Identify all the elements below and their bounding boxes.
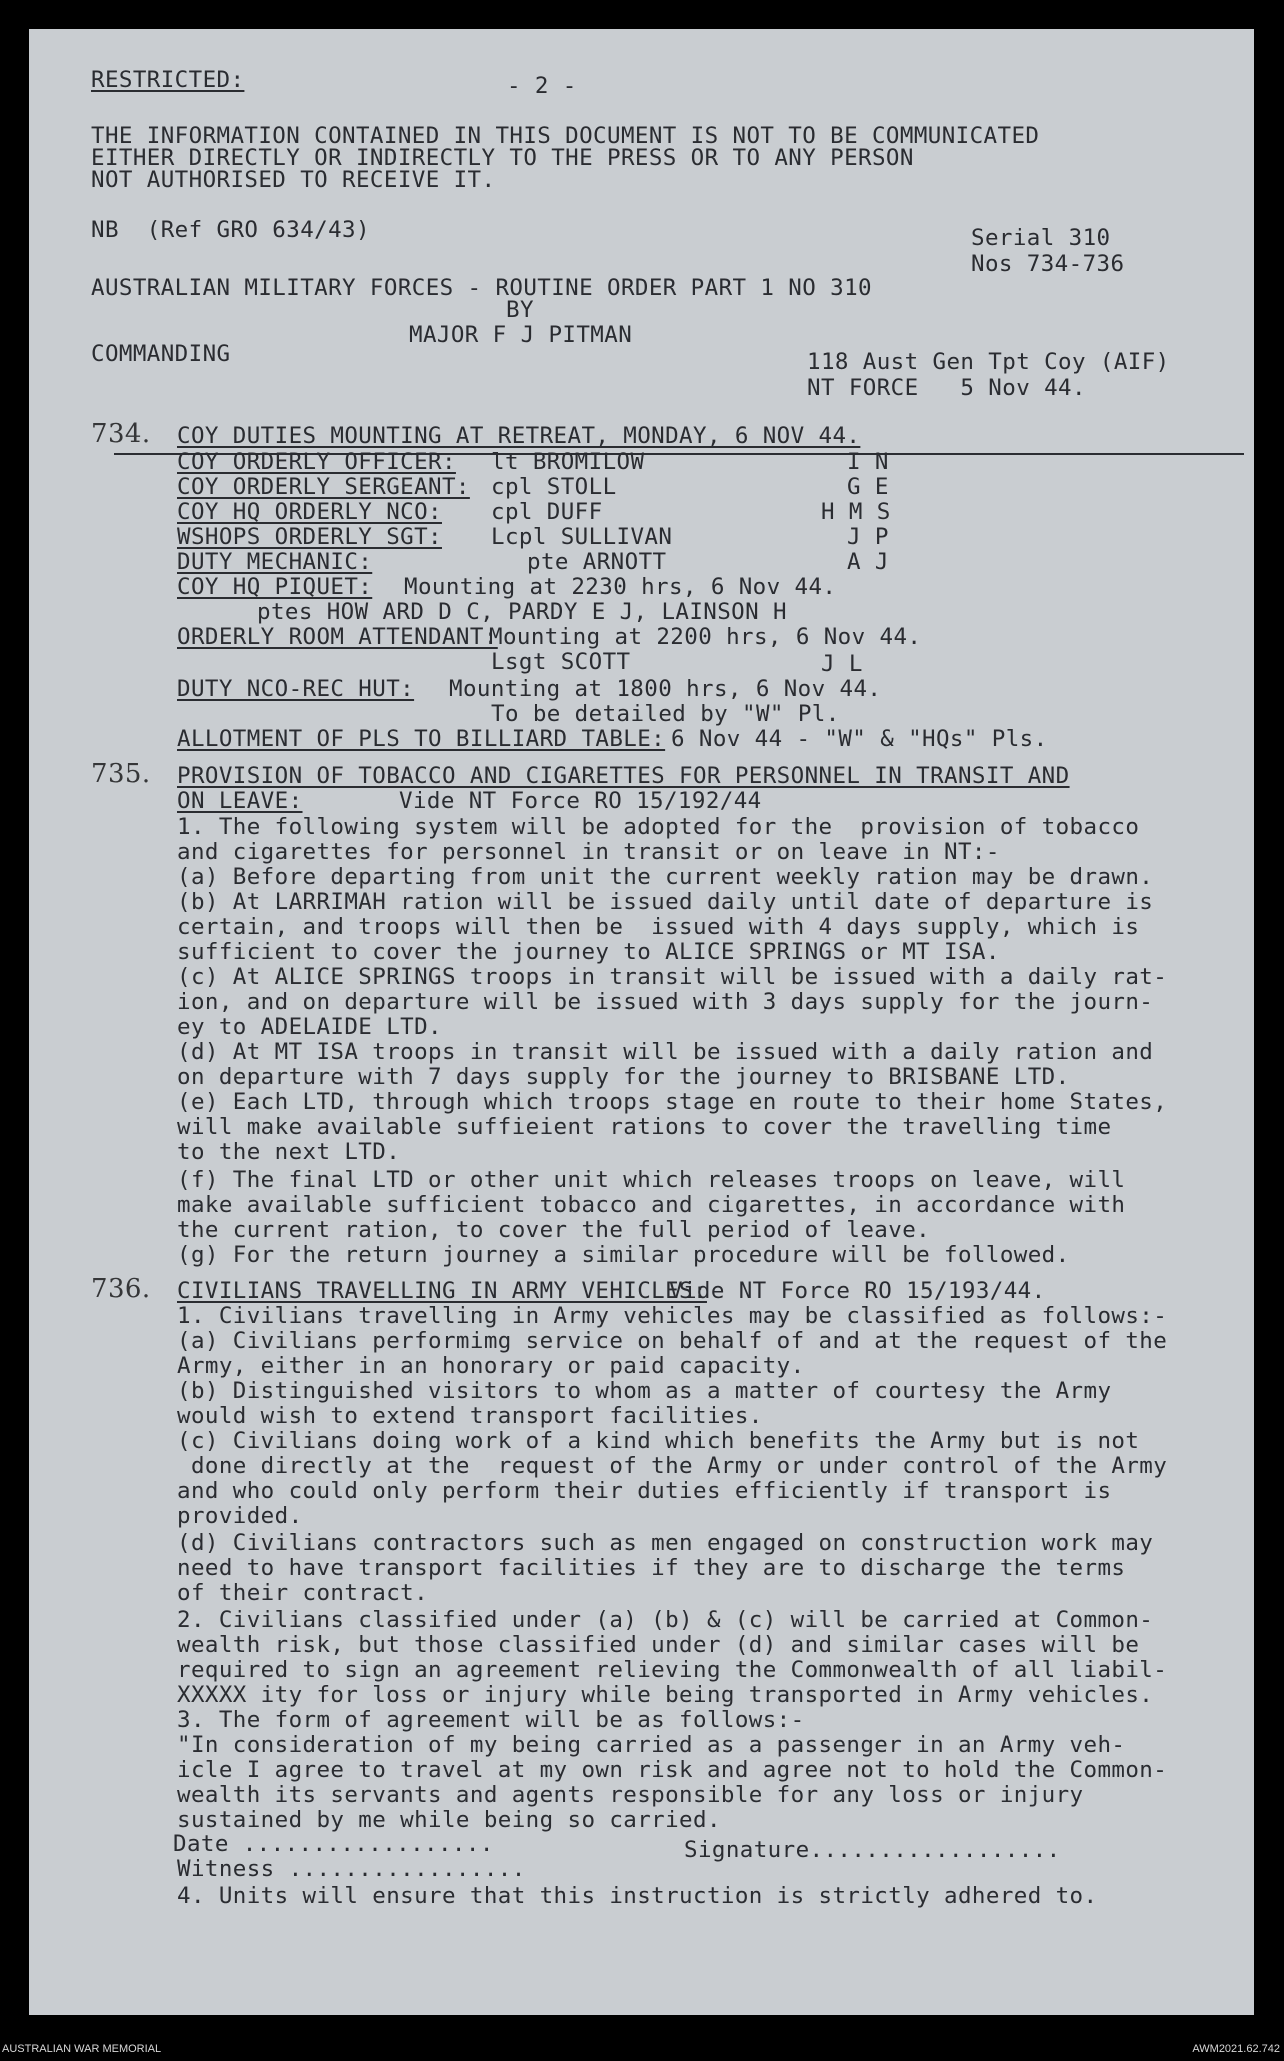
text-line: provided. [177,1503,303,1529]
restricted-label: RESTRICTED: [91,67,245,93]
document-page [29,29,1254,2015]
text-line: and cigarettes for personnel in transit or on leave in NT:- [177,839,1000,865]
order-numbers: Nos 734-736 [971,251,1125,277]
unit-name: 118 Aust Gen Tpt Coy (AIF) [807,349,1170,375]
duty-reserve: J P [847,524,889,550]
duty-role: WSHOPS ORDERLY SGT: [177,524,442,550]
text-line: on departure with 7 days supply for the journey to BRISBANE LTD. [177,1064,1070,1090]
order-735-vide: Vide NT Force RO 15/192/44 [399,788,762,814]
text-line: (d) Civilians contractors such as men engaged on construction work may [177,1530,1154,1556]
date-line: Date .................. [173,1831,494,1857]
text-line: need to have transport facilities if they are to discharge the terms [177,1555,1126,1581]
warning-line-2: EITHER DIRECTLY OR INDIRECTLY TO THE PRESS OR TO ANY PERSON [91,145,914,171]
text-line: 1. Civilians travelling in Army vehicles may be classified as follows:- [177,1303,1168,1329]
signature-line: Signature.................. [684,1837,1061,1863]
text-line: (c) Civilians doing work of a kind which benefits the Army but is not [177,1428,1140,1454]
text-line: make available sufficient tobacco and cigarettes, in accordance with [177,1192,1126,1218]
billiard-label: ALLOTMENT OF PLS TO BILLIARD TABLE: [177,726,666,752]
orderly-room-text: Mounting at 2200 hrs, 6 Nov 44. [489,624,922,650]
by-line: BY [506,297,534,323]
order-title: AUSTRALIAN MILITARY FORCES - ROUTINE ORDER PART 1 NO 310 [91,275,872,301]
order-736-number: 736. [91,1274,151,1304]
text-line: sufficient to cover the journey to ALICE SPRINGS or MT ISA. [177,939,1000,965]
footer-reference: AWM2021.62.742 [1192,2043,1280,2055]
order-736-vide: Vide NT Force RO 15/193/44. [669,1278,1046,1304]
text-line: will make available suffieient rations to cover the travelling time [177,1114,1112,1140]
text-line: 1. The following system will be adopted for the provision of tobacco [177,814,1140,840]
text-line: (d) At MT ISA troops in transit will be issued with a daily ration and [177,1039,1154,1065]
page-number: - 2 - [507,73,577,99]
warning-line-1: THE INFORMATION CONTAINED IN THIS DOCUMENT IS NOT TO BE COMMUNICATED [91,123,1040,149]
final-instruction: 4. Units will ensure that this instruction is strictly adhered to. [177,1883,1098,1909]
piquet-text: Mounting at 2230 hrs, 6 Nov 44. [404,574,837,600]
text-line: 2. Civilians classified under (a) (b) & (c) will be carried at Common- [177,1607,1154,1633]
order-734-title: COY DUTIES MOUNTING AT RETREAT, MONDAY, 6 NOV 44. [177,423,861,449]
text-line: (f) The final LTD or other unit which releases troops on leave, will [177,1167,1126,1193]
orderly-room-reserve: J L [821,651,863,677]
text-line: wealth its servants and agents responsible for any loss or injury [177,1782,1084,1808]
footer-source: AUSTRALIAN WAR MEMORIAL [2,2043,162,2055]
duty-name: cpl STOLL [491,474,617,500]
duty-role: COY HQ ORDERLY NCO: [177,499,442,525]
duty-reserve: H M S [821,499,891,525]
duty-reserve: A J [847,549,889,575]
duty-name: cpl DUFF [491,499,603,525]
text-line: would wish to extend transport facilities. [177,1403,763,1429]
duty-reserve: G E [847,474,889,500]
text-line: 3. The form of agreement will be as follows:- [177,1707,805,1733]
orderly-room-label: ORDERLY ROOM ATTENDANT: [177,624,498,650]
archive-footer [0,2037,1284,2061]
nb-reference: NB (Ref GRO 634/43) [91,217,370,243]
text-line: (a) Civilians performimg service on behalf of and at the request of the [177,1328,1168,1354]
duty-name: pte ARNOTT [527,549,667,575]
serial-number: Serial 310 [971,225,1111,251]
text-line: (g) For the return journey a similar procedure will be followed. [177,1242,1070,1268]
text-line: certain, and troops will then be issued with 4 days supply, which is [177,914,1140,940]
text-line: Army, either in an honorary or paid capacity. [177,1353,805,1379]
text-line: "In consideration of my being carried as a passenger in an Army veh- [177,1732,1126,1758]
rec-hut-detail: To be detailed by "W" Pl. [491,701,840,727]
force-date: NT FORCE 5 Nov 44. [807,375,1086,401]
orderly-room-name: Lsgt SCOTT [491,649,631,675]
text-line: (b) Distinguished visitors to whom as a matter of courtesy the Army [177,1378,1112,1404]
text-line: (e) Each LTD, through which troops stage en route to their home States, [177,1089,1168,1115]
duty-name: lt BROMILOW [491,449,645,475]
duty-reserve: I N [847,449,889,475]
warning-line-3: NOT AUTHORISED TO RECEIVE IT. [91,167,496,193]
duty-role: COY ORDERLY OFFICER: [177,449,456,475]
text-line: XXXXX ity for loss or injury while being transported in Army vehicles. [177,1682,1154,1708]
piquet-label: COY HQ PIQUET: [177,574,373,600]
text-line: done directly at the request of the Army or under control of the Army [177,1453,1168,1479]
rec-hut-label: DUTY NCO-REC HUT: [177,676,415,702]
witness-line: Witness ................. [177,1856,526,1882]
text-line: ey to ADELAIDE LTD. [177,1014,442,1040]
text-line: and who could only perform their duties efficiently if transport is [177,1478,1112,1504]
text-line: wealth risk, but those classified under (d) and similar cases will be [177,1632,1140,1658]
order-735-title-2: ON LEAVE: [177,788,303,814]
text-line: the current ration, to cover the full period of leave. [177,1217,931,1243]
text-line: icle I agree to travel at my own risk and agree not to hold the Common- [177,1757,1168,1783]
rec-hut-text: Mounting at 1800 hrs, 6 Nov 44. [449,676,882,702]
order-734-number: 734. [91,419,151,449]
order-735-number: 735. [91,759,151,789]
order-736-title: CIVILIANS TRAVELLING IN ARMY VEHICLES: [177,1278,707,1304]
text-line: (b) At LARRIMAH ration will be issued daily until date of departure is [177,889,1154,915]
text-line: ion, and on departure will be issued with 3 days supply for the journ- [177,989,1154,1015]
text-line: of their contract. [177,1580,429,1606]
text-line: to the next LTD. [177,1139,401,1165]
billiard-text: 6 Nov 44 - "W" & "HQs" Pls. [671,726,1048,752]
text-line: (a) Before departing from unit the current weekly ration may be drawn. [177,864,1154,890]
duty-role: DUTY MECHANIC: [177,549,373,575]
text-line: sustained by me while being so carried. [177,1807,721,1833]
piquet-ptes: ptes HOW ARD D C, PARDY E J, LAINSON H [257,599,787,625]
text-line: (c) At ALICE SPRINGS troops in transit will be issued with a daily rat- [177,964,1168,990]
text-line: required to sign an agreement relieving the Commonwealth of all liabil- [177,1657,1168,1683]
commanding-label: COMMANDING [91,341,231,367]
order-735-title-1: PROVISION OF TOBACCO AND CIGARETTES FOR PERSONNEL IN TRANSIT AND [177,763,1070,789]
duty-role: COY ORDERLY SERGEANT: [177,474,470,500]
officer-name: MAJOR F J PITMAN [409,322,633,348]
duty-name: Lcpl SULLIVAN [491,524,673,550]
